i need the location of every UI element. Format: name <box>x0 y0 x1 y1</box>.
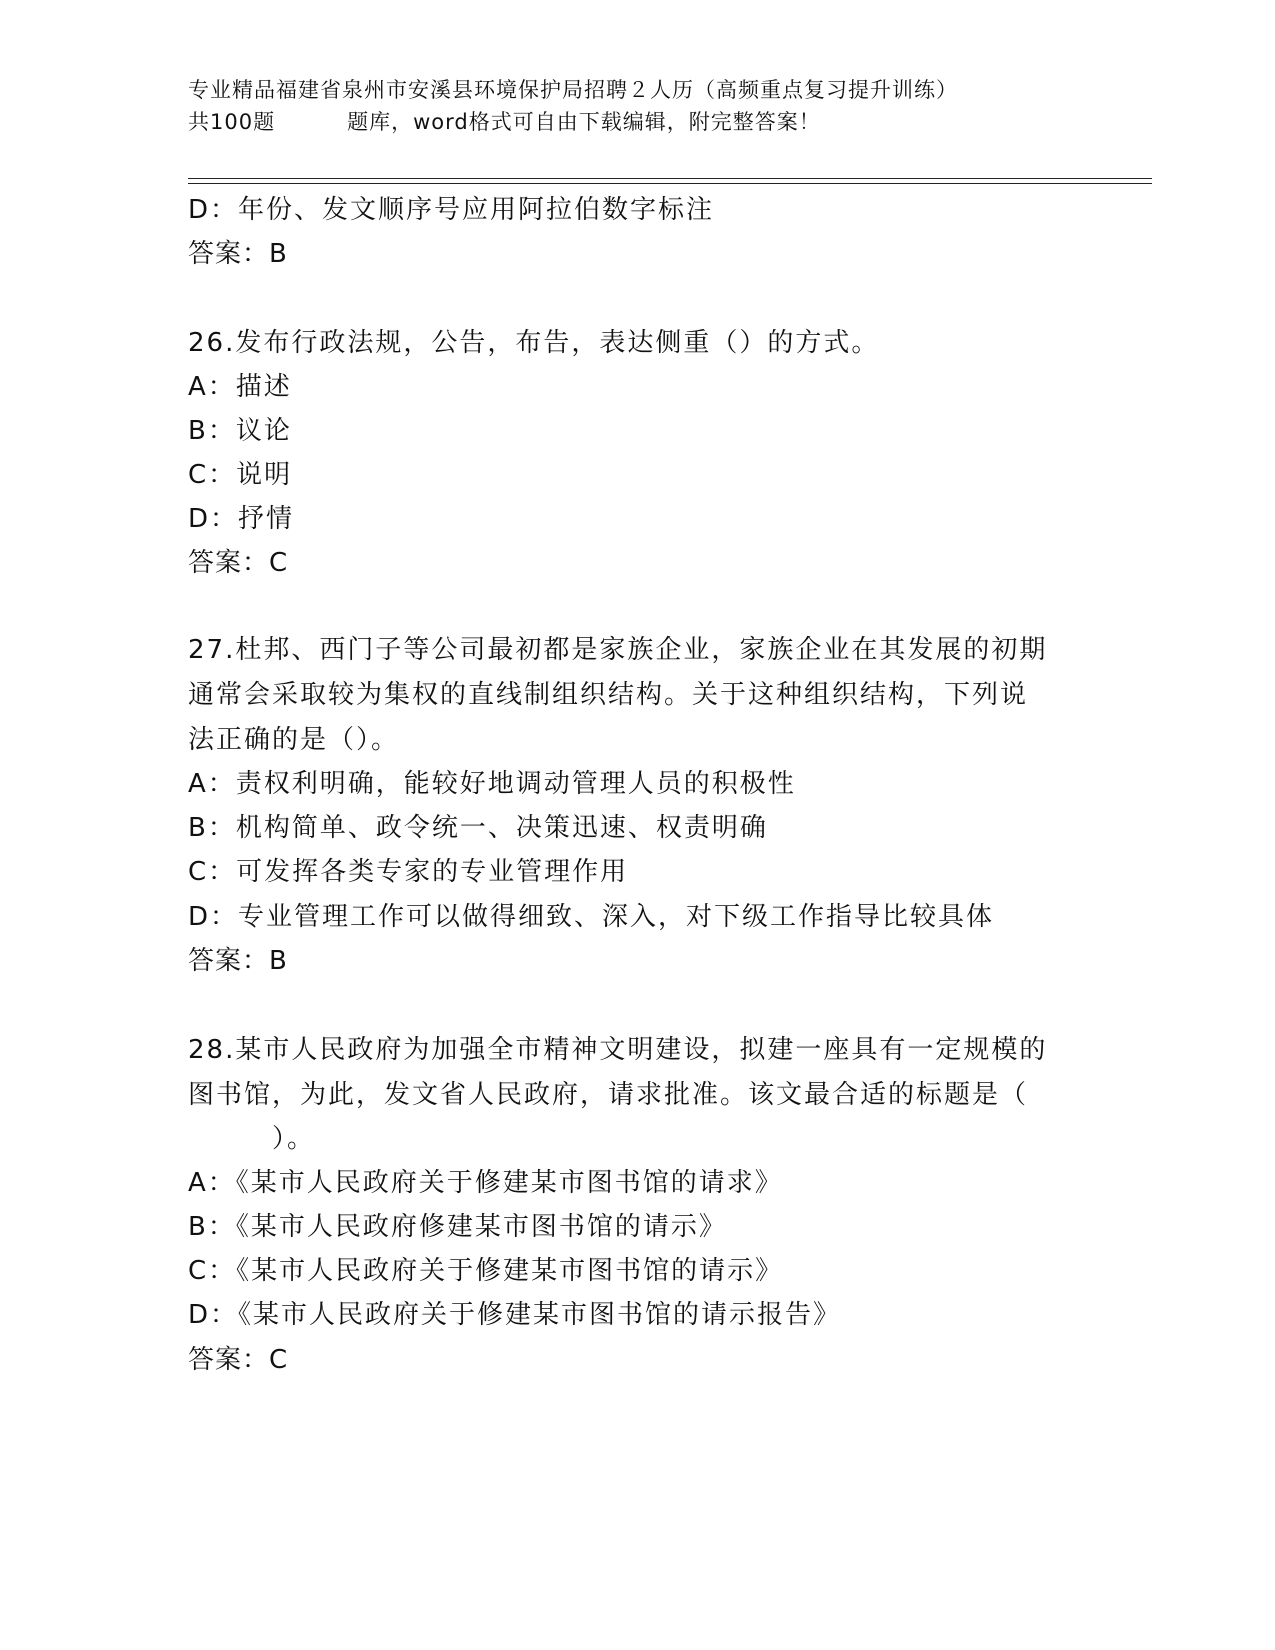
q27-stem-line2: 通常会采取较为集权的直线制组织结构。关于这种组织结构，下列说 <box>188 680 1029 710</box>
header-divider-top <box>188 178 1152 179</box>
q25-option-d: D：年份、发文顺序号应用阿拉伯数字标注 <box>188 195 715 225</box>
q27-stem-line1: 27.杜邦、西门子等公司最初都是家族企业，家族企业在其发展的初期 <box>188 635 1048 665</box>
q28-stem-line2: 图书馆，为此，发文省人民政府，请求批准。该文最合适的标题是（ <box>188 1080 1029 1110</box>
q27-option-a: A：责权利明确，能较好地调动管理人员的积极性 <box>188 769 796 799</box>
q27-stem-line3: 法正确的是（）。 <box>188 725 400 755</box>
q27-option-d: D：专业管理工作可以做得细致、深入，对下级工作指导比较具体 <box>188 902 995 932</box>
q27-answer: 答案：B <box>188 946 288 976</box>
q28-option-a: A：《某市人民政府关于修建某市图书馆的请求》 <box>188 1168 783 1198</box>
header-divider-bottom <box>188 183 1152 184</box>
q26-answer: 答案：C <box>188 548 289 578</box>
q26-option-c: C：说明 <box>188 460 293 490</box>
q26-stem: 26.发布行政法规，公告，布告，表达侧重（）的方式。 <box>188 328 880 358</box>
q25-answer: 答案：B <box>188 239 288 269</box>
q26-option-b: B：议论 <box>188 416 292 446</box>
q28-option-b: B：《某市人民政府修建某市图书馆的请示》 <box>188 1212 727 1242</box>
q27-option-b: B：机构简单、政令统一、决策迅速、权责明确 <box>188 813 768 843</box>
q28-stem-line3: ）。 <box>272 1124 316 1154</box>
q28-stem-line1: 28.某市人民政府为加强全市精神文明建设，拟建一座具有一定规模的 <box>188 1035 1048 1065</box>
q28-option-d: D：《某市人民政府关于修建某市图书馆的请示报告》 <box>188 1300 842 1330</box>
header-title-line1: 专业精品福建省泉州市安溪县环境保护局招聘２人历（高频重点复习提升训练） <box>188 78 958 102</box>
q28-option-c: C：《某市人民政府关于修建某市图书馆的请示》 <box>188 1256 784 1286</box>
q27-option-c: C：可发挥各类专家的专业管理作用 <box>188 857 629 887</box>
header-question-count: 共100题 <box>188 110 276 134</box>
q28-answer: 答案：C <box>188 1345 289 1375</box>
q26-option-d: D：抒情 <box>188 504 295 534</box>
q26-option-a: A：描述 <box>188 372 292 402</box>
page-header <box>188 74 1088 138</box>
header-description: 题库，word格式可自由下载编辑，附完整答案！ <box>347 110 821 134</box>
header-title-line2 <box>188 106 1088 138</box>
